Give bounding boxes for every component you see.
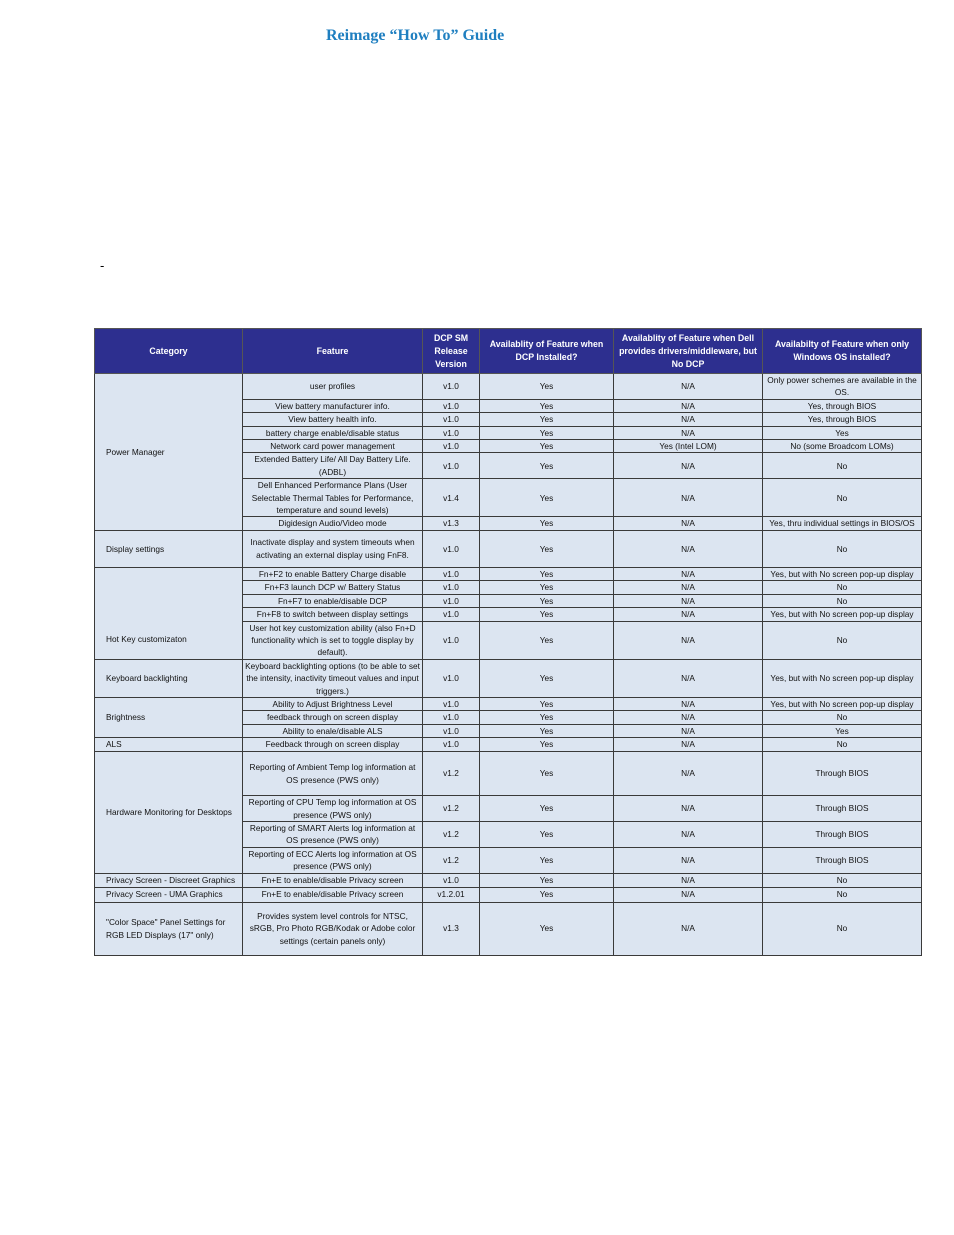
table-row xyxy=(95,738,922,752)
category-cell: Privacy Screen - UMA Graphics xyxy=(95,887,243,902)
dell-cell: N/A xyxy=(614,530,763,567)
category-cell: "Color Space" Panel Settings for RGB LED Displays (17" only) xyxy=(95,902,243,955)
version-cell: v1.0 xyxy=(423,724,480,737)
windows-cell: Yes, thru individual settings in BIOS/OS xyxy=(763,517,922,530)
windows-cell: Yes xyxy=(763,724,922,737)
dell-cell: N/A xyxy=(614,621,763,659)
feature-cell: Keyboard backlighting options (to be able to set the intensity, inactivity timeout values and input triggers.) xyxy=(243,659,423,697)
dell-cell: N/A xyxy=(614,902,763,955)
version-cell: v1.0 xyxy=(423,621,480,659)
version-cell: v1.0 xyxy=(423,440,480,453)
table-row xyxy=(95,659,922,697)
windows-cell: Through BIOS xyxy=(763,847,922,873)
dell-cell: N/A xyxy=(614,873,763,887)
category-cell: Hot Key customizaton xyxy=(95,567,243,659)
windows-cell: No xyxy=(763,902,922,955)
category-cell: Display settings xyxy=(95,530,243,567)
dell-cell: N/A xyxy=(614,796,763,822)
dell-cell: N/A xyxy=(614,374,763,400)
windows-cell: Yes, but with No screen pop-up display xyxy=(763,659,922,697)
version-cell: v1.0 xyxy=(423,581,480,594)
feature-cell: Network card power management xyxy=(243,440,423,453)
version-cell: v1.0 xyxy=(423,413,480,426)
dell-cell: N/A xyxy=(614,479,763,517)
version-cell: v1.3 xyxy=(423,517,480,530)
dell-cell: N/A xyxy=(614,738,763,752)
feature-cell: Reporting of CPU Temp log information at OS presence (PWS only) xyxy=(243,796,423,822)
windows-cell: No xyxy=(763,738,922,752)
feature-cell: Fn+F7 to enable/disable DCP xyxy=(243,594,423,607)
feature-cell: Ability to Adjust Brightness Level xyxy=(243,697,423,710)
version-cell: v1.3 xyxy=(423,902,480,955)
version-cell: v1.0 xyxy=(423,594,480,607)
version-cell: v1.2 xyxy=(423,847,480,873)
dell-cell: N/A xyxy=(614,608,763,621)
dcp-cell: Yes xyxy=(480,796,614,822)
dcp-cell: Yes xyxy=(480,374,614,400)
header-dell-drivers: Availablity of Feature when Dell provides drivers/middleware, but No DCP xyxy=(614,329,763,374)
dcp-cell: Yes xyxy=(480,399,614,412)
dell-cell: N/A xyxy=(614,887,763,902)
windows-cell: No xyxy=(763,530,922,567)
dcp-cell: Yes xyxy=(480,902,614,955)
windows-cell: Yes, but with No screen pop-up display xyxy=(763,567,922,580)
feature-cell: View battery manufacturer info. xyxy=(243,399,423,412)
dash-mark: - xyxy=(100,258,105,273)
version-cell: v1.0 xyxy=(423,453,480,479)
table-row xyxy=(95,902,922,955)
feature-cell: Fn+F8 to switch between display settings xyxy=(243,608,423,621)
feature-cell: Fn+F2 to enable Battery Charge disable xyxy=(243,567,423,580)
feature-cell: Fn+E to enable/disable Privacy screen xyxy=(243,887,423,902)
version-cell: v1.0 xyxy=(423,374,480,400)
version-cell: v1.0 xyxy=(423,608,480,621)
dell-cell: N/A xyxy=(614,453,763,479)
windows-cell: Only power schemes are available in the OS. xyxy=(763,374,922,400)
windows-cell: Yes, through BIOS xyxy=(763,399,922,412)
dcp-cell: Yes xyxy=(480,517,614,530)
version-cell: v1.0 xyxy=(423,873,480,887)
category-cell: Keyboard backlighting xyxy=(95,659,243,697)
dcp-cell: Yes xyxy=(480,530,614,567)
table-row xyxy=(95,530,922,567)
dell-cell: N/A xyxy=(614,567,763,580)
feature-cell: Fn+E to enable/disable Privacy screen xyxy=(243,873,423,887)
dcp-cell: Yes xyxy=(480,738,614,752)
table-row xyxy=(95,567,922,580)
windows-cell: Through BIOS xyxy=(763,752,922,796)
feature-cell: User hot key customization ability (also Fn+D functionality which is set to toggle display by default). xyxy=(243,621,423,659)
dcp-cell: Yes xyxy=(480,567,614,580)
dcp-cell: Yes xyxy=(480,479,614,517)
windows-cell: No (some Broadcom LOMs) xyxy=(763,440,922,453)
category-cell: ALS xyxy=(95,738,243,752)
version-cell: v1.2 xyxy=(423,752,480,796)
category-cell: Brightness xyxy=(95,697,243,737)
dell-cell: N/A xyxy=(614,594,763,607)
windows-cell: No xyxy=(763,711,922,724)
feature-cell: Digidesign Audio/Video mode xyxy=(243,517,423,530)
feature-availability-table xyxy=(94,328,922,956)
dcp-cell: Yes xyxy=(480,887,614,902)
dell-cell: N/A xyxy=(614,426,763,439)
version-cell: v1.2.01 xyxy=(423,887,480,902)
feature-cell: feedback through on screen display xyxy=(243,711,423,724)
dell-cell: N/A xyxy=(614,711,763,724)
version-cell: v1.0 xyxy=(423,567,480,580)
version-cell: v1.0 xyxy=(423,530,480,567)
table-header-row xyxy=(95,329,922,374)
feature-cell: user profiles xyxy=(243,374,423,400)
version-cell: v1.2 xyxy=(423,796,480,822)
feature-cell: Fn+F3 launch DCP w/ Battery Status xyxy=(243,581,423,594)
feature-cell: battery charge enable/disable status xyxy=(243,426,423,439)
feature-cell: Reporting of ECC Alerts log information at OS presence (PWS only) xyxy=(243,847,423,873)
feature-cell: Extended Battery Life/ All Day Battery Life. (ADBL) xyxy=(243,453,423,479)
dcp-cell: Yes xyxy=(480,440,614,453)
windows-cell: No xyxy=(763,887,922,902)
dcp-cell: Yes xyxy=(480,581,614,594)
page-title: Reimage “How To” Guide xyxy=(326,27,505,44)
dcp-cell: Yes xyxy=(480,724,614,737)
windows-cell: No xyxy=(763,453,922,479)
dcp-cell: Yes xyxy=(480,426,614,439)
table-row xyxy=(95,887,922,902)
dcp-cell: Yes xyxy=(480,453,614,479)
feature-cell: View battery health info. xyxy=(243,413,423,426)
table-row xyxy=(95,752,922,796)
feature-cell: Ability to enale/disable ALS xyxy=(243,724,423,737)
version-cell: v1.0 xyxy=(423,426,480,439)
dell-cell: N/A xyxy=(614,413,763,426)
version-cell: v1.0 xyxy=(423,711,480,724)
dell-cell: N/A xyxy=(614,821,763,847)
feature-cell: Reporting of Ambient Temp log information at OS presence (PWS only) xyxy=(243,752,423,796)
header-dcp-installed: Availablity of Feature when DCP Installed? xyxy=(480,329,614,374)
dcp-cell: Yes xyxy=(480,847,614,873)
dell-cell: N/A xyxy=(614,399,763,412)
header-category: Category xyxy=(95,329,243,374)
dcp-cell: Yes xyxy=(480,752,614,796)
header-windows-only: Availabilty of Feature when only Windows OS installed? xyxy=(763,329,922,374)
version-cell: v1.0 xyxy=(423,399,480,412)
feature-cell: Reporting of SMART Alerts log information at OS presence (PWS only) xyxy=(243,821,423,847)
feature-cell: Inactivate display and system timeouts when activating an external display using FnF8. xyxy=(243,530,423,567)
table-row xyxy=(95,873,922,887)
version-cell: v1.0 xyxy=(423,697,480,710)
windows-cell: Yes, through BIOS xyxy=(763,413,922,426)
windows-cell: No xyxy=(763,621,922,659)
version-cell: v1.0 xyxy=(423,738,480,752)
dcp-cell: Yes xyxy=(480,873,614,887)
feature-cell: Dell Enhanced Performance Plans (User Selectable Thermal Tables for Performance, temperature and sound levels) xyxy=(243,479,423,517)
windows-cell: No xyxy=(763,479,922,517)
windows-cell: Through BIOS xyxy=(763,821,922,847)
dcp-cell: Yes xyxy=(480,413,614,426)
dell-cell: N/A xyxy=(614,752,763,796)
windows-cell: Through BIOS xyxy=(763,796,922,822)
windows-cell: Yes, but with No screen pop-up display xyxy=(763,697,922,710)
dcp-cell: Yes xyxy=(480,821,614,847)
dell-cell: N/A xyxy=(614,517,763,530)
windows-cell: No xyxy=(763,581,922,594)
dell-cell: N/A xyxy=(614,581,763,594)
dcp-cell: Yes xyxy=(480,659,614,697)
table-row xyxy=(95,374,922,400)
version-cell: v1.4 xyxy=(423,479,480,517)
feature-cell: Feedback through on screen display xyxy=(243,738,423,752)
dcp-cell: Yes xyxy=(480,697,614,710)
dell-cell: N/A xyxy=(614,659,763,697)
dcp-cell: Yes xyxy=(480,594,614,607)
category-cell: Power Manager xyxy=(95,374,243,531)
header-feature: Feature xyxy=(243,329,423,374)
dell-cell: Yes (Intel LOM) xyxy=(614,440,763,453)
dell-cell: N/A xyxy=(614,847,763,873)
version-cell: v1.0 xyxy=(423,659,480,697)
dell-cell: N/A xyxy=(614,697,763,710)
table-row xyxy=(95,697,922,710)
windows-cell: Yes xyxy=(763,426,922,439)
category-cell: Hardware Monitoring for Desktops xyxy=(95,752,243,873)
dcp-cell: Yes xyxy=(480,621,614,659)
windows-cell: Yes, but with No screen pop-up display xyxy=(763,608,922,621)
dcp-cell: Yes xyxy=(480,711,614,724)
version-cell: v1.2 xyxy=(423,821,480,847)
header-version: DCP SM Release Version xyxy=(423,329,480,374)
dell-cell: N/A xyxy=(614,724,763,737)
feature-cell: Provides system level controls for NTSC, sRGB, Pro Photo RGB/Kodak or Adobe color settings (certain panels only) xyxy=(243,902,423,955)
category-cell: Privacy Screen - Discreet Graphics xyxy=(95,873,243,887)
windows-cell: No xyxy=(763,594,922,607)
dcp-cell: Yes xyxy=(480,608,614,621)
windows-cell: No xyxy=(763,873,922,887)
